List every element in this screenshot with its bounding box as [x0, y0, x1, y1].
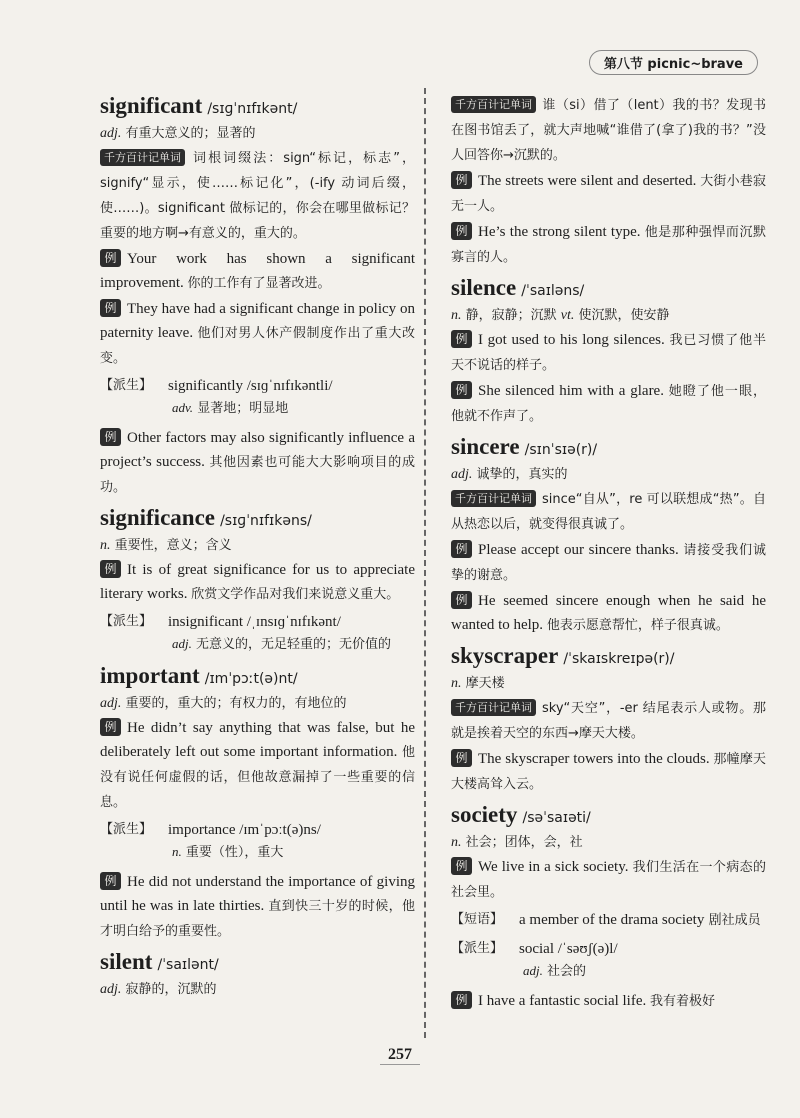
example: [100, 558, 415, 607]
headword: silent: [100, 949, 153, 974]
mnemonic-badge: 千方百计记单词: [451, 699, 536, 716]
mnemonic: [451, 487, 766, 537]
part-of-speech: n.: [451, 308, 462, 323]
mnemonic-badge: 千方百计记单词: [451, 96, 536, 113]
definition-text-2: 使沉默，使安静: [578, 308, 670, 323]
definition: [451, 305, 766, 327]
entry-significance: [100, 504, 415, 656]
derivation: [100, 375, 415, 420]
definition: [451, 673, 766, 695]
definition-text: 静，寂静；沉默: [465, 308, 557, 323]
example-en: She silenced him with a glare.: [478, 383, 669, 399]
derivation-word: social /ˈsəʊʃ(ə)l/: [519, 941, 618, 957]
part-of-speech: adj.: [100, 126, 122, 141]
example-badge: 例: [100, 249, 121, 267]
headword-line: [451, 642, 766, 673]
example-cn: 其他因素也可能大大影响项目的成功。: [100, 455, 415, 495]
example-cn: 他们对男人休产假制度作出了重大改变。: [100, 326, 415, 366]
example-badge: 例: [451, 540, 472, 558]
headword: society: [451, 802, 518, 827]
example-cn: 他表示愿意帮忙，样子很真诚。: [546, 618, 729, 633]
derivation: [451, 938, 766, 983]
example: [100, 426, 415, 500]
derivation-label: 【派生】: [100, 614, 153, 629]
example-en: I got used to his long silences.: [478, 332, 670, 348]
phonetic: /ˈsaɪləns/: [521, 283, 585, 299]
example-en: He didn’t say anything that was false, but he deliberately left out some important information.: [100, 720, 415, 760]
definition-text: 有重大意义的；显著的: [125, 126, 256, 141]
example: [451, 538, 766, 588]
example-en: Your work has shown a significant improvement.: [100, 251, 415, 291]
example: [100, 247, 415, 296]
column-divider: [424, 88, 426, 1038]
example-badge: 例: [451, 991, 472, 1009]
page-number: 257: [380, 1046, 420, 1065]
derivation-pos: n.: [172, 844, 182, 859]
example-cn: 你的工作有了显著改进。: [187, 276, 331, 291]
headword-line: [100, 504, 415, 535]
derivation: [100, 819, 415, 864]
entry-silent: [100, 948, 415, 1001]
example-badge: 例: [451, 591, 472, 609]
mnemonic-badge: 千方百计记单词: [451, 490, 536, 507]
example: [451, 328, 766, 378]
example-badge: 例: [451, 749, 472, 767]
entry-important: [100, 662, 415, 944]
example-badge: 例: [100, 560, 121, 578]
definition: [100, 693, 415, 715]
headword: important: [100, 663, 200, 688]
phonetic: /ˈskaɪskreɪpə(r)/: [563, 651, 675, 667]
phonetic: /sɪnˈsɪə(r)/: [524, 442, 598, 458]
example-badge: 例: [451, 857, 472, 875]
entry-silent-continued: [451, 93, 766, 270]
part-of-speech: adj.: [451, 467, 473, 482]
example: [451, 747, 766, 797]
derivation-def: 显著地；明显地: [197, 401, 289, 416]
entry-society: [451, 801, 766, 1014]
headword: silence: [451, 275, 517, 300]
mnemonic-badge: 千方百计记单词: [100, 149, 185, 166]
example-en: We live in a sick society.: [478, 859, 633, 875]
definition-text: 诚挚的，真实的: [476, 467, 568, 482]
derivation-def: 重要（性），重大: [185, 845, 284, 860]
mnemonic-text: since“自从”，re 可以联想成“热”。自从热恋以后，就变得很真诚了。: [451, 492, 766, 532]
derivation-word: importance /ɪmˈpɔːt(ə)ns/: [168, 822, 321, 838]
phonetic: /ˈsaɪlənt/: [157, 957, 219, 973]
example-badge: 例: [100, 872, 121, 890]
phrase-cn: 剧社成员: [708, 913, 761, 928]
headword-line: [451, 433, 766, 464]
entry-significant: [100, 92, 415, 500]
example-cn: 请接受我们诚挚的谢意。: [451, 543, 766, 583]
entry-skyscraper: [451, 642, 766, 797]
example-en: He’s the strong silent type.: [478, 224, 645, 240]
part-of-speech: n.: [451, 835, 462, 850]
derivation-pos: adv.: [172, 400, 194, 415]
definition: [100, 123, 415, 145]
example-en: The skyscraper towers into the clouds.: [478, 751, 714, 767]
example: [451, 989, 766, 1014]
left-column: [100, 88, 415, 1005]
phonetic: /sɪɡˈnɪfɪkənt/: [207, 101, 298, 117]
example-cn: 那幢摩天大楼高耸入云。: [451, 752, 766, 792]
mnemonic: [451, 93, 766, 168]
example-badge: 例: [100, 299, 121, 317]
phonetic: /sɪɡˈnɪfɪkəns/: [220, 513, 312, 529]
entry-silence: [451, 274, 766, 429]
phonetic: /ɪmˈpɔːt(ə)nt/: [204, 671, 298, 687]
headword-line: [100, 662, 415, 693]
definition: [100, 535, 415, 557]
headword-line: [451, 801, 766, 832]
example: [451, 220, 766, 270]
example-badge: 例: [100, 428, 121, 446]
section-tag: 第八节 picnic~brave: [589, 50, 758, 75]
example: [100, 870, 415, 944]
headword: significance: [100, 505, 215, 530]
example-badge: 例: [100, 718, 121, 736]
part-of-speech: n.: [100, 538, 111, 553]
headword-line: [451, 274, 766, 305]
example-en: He seemed sincere enough when he said he wanted to help.: [451, 593, 766, 633]
derivation-pos: adj.: [172, 636, 192, 651]
definition-text: 寂静的，沉默的: [125, 982, 217, 997]
definition-text: 重要的，重大的；有权力的，有地位的: [125, 696, 347, 711]
example: [451, 589, 766, 638]
definition-text: 摩天楼: [465, 676, 505, 691]
mnemonic: [100, 146, 415, 246]
headword: sincere: [451, 434, 520, 459]
definition: [451, 832, 766, 854]
phrase-label: 【短语】: [451, 912, 504, 927]
example-en: Other factors may also significantly influence a project’s success.: [100, 430, 415, 470]
part-of-speech: adj.: [100, 982, 122, 997]
example-cn: 大街小巷寂无一人。: [451, 174, 766, 214]
derivation-def: 社会的: [547, 964, 587, 979]
example-cn: 他是那种强悍而沉默寡言的人。: [451, 225, 766, 265]
mnemonic-text: 谁（si）借了（lent）我的书？发现书在图书馆丢了，就大声地喊“谁借了(拿了)我的书？”没人回答你→沉默的。: [451, 98, 766, 163]
phrase: [451, 909, 766, 932]
part-of-speech-2: vt.: [560, 308, 575, 323]
example-en: It is of great significance for us to appreciate literary works.: [100, 562, 415, 602]
derivation-pos: adj.: [523, 963, 543, 978]
headword: significant: [100, 93, 203, 118]
example-cn: 直到快三十岁的时候，他才明白给予的重要性。: [100, 899, 415, 939]
example-en: I have a fantastic social life.: [478, 993, 651, 1009]
example-cn: 我有着极好: [650, 994, 716, 1009]
example: [100, 716, 415, 815]
example-badge: 例: [451, 381, 472, 399]
derivation-word: insignificant /ˌɪnsɪɡˈnɪfɪkənt/: [168, 614, 341, 630]
example-cn: 欣赏文学作品对我们来说意义重大。: [191, 587, 400, 602]
example-cn: 她瞪了他一眼，他就不作声了。: [451, 384, 766, 424]
example: [451, 379, 766, 429]
part-of-speech: n.: [451, 676, 462, 691]
example-en: The streets were silent and deserted.: [478, 173, 701, 189]
example: [100, 297, 415, 371]
headword-line: [100, 948, 415, 979]
derivation-label: 【派生】: [100, 822, 153, 837]
definition: [100, 979, 415, 1001]
derivation-label: 【派生】: [100, 378, 153, 393]
headword: skyscraper: [451, 643, 559, 668]
example-badge: 例: [451, 330, 472, 348]
part-of-speech: adj.: [100, 696, 122, 711]
example-cn: 我们生活在一个病态的社会里。: [451, 860, 766, 900]
headword-line: [100, 92, 415, 123]
example-cn: 我已习惯了他半天不说话的样子。: [451, 333, 766, 373]
example-cn: 他没有说任何虚假的话，但他故意漏掉了一些重要的信息。: [100, 745, 415, 810]
mnemonic-text: 词根词缀法：sign“标记，标志”，signify“显示，使……标记化”，(-ify 动词后缀，使……)。significant 做标记的，你会在哪里做标记？重要的地方啊→有意义的，重大的。: [100, 151, 415, 241]
derivation-word: significantly /sɪɡˈnɪfɪkəntli/: [168, 378, 333, 394]
example-badge: 例: [451, 171, 472, 189]
phonetic: /səˈsaɪəti/: [522, 810, 591, 826]
mnemonic-text: sky“天空”，-er 结尾表示人或物。那就是挨着天空的东西→摩天大楼。: [451, 701, 766, 741]
derivation: [100, 611, 415, 656]
definition-text: 重要性，意义；含义: [114, 538, 232, 553]
definition-text: 社会；团体，会，社: [465, 835, 583, 850]
mnemonic: [451, 696, 766, 746]
example: [451, 169, 766, 219]
example-en: They have had a significant change in policy on paternity leave.: [100, 301, 415, 341]
entry-sincere: [451, 433, 766, 638]
example-en: He did not understand the importance of giving until he was in late thirties.: [100, 874, 415, 914]
definition: [451, 464, 766, 486]
derivation-def: 无意义的，无足轻重的；无价值的: [196, 637, 392, 652]
derivation-label: 【派生】: [451, 941, 504, 956]
example: [451, 855, 766, 905]
right-column: [451, 92, 766, 1018]
phrase-en: a member of the drama society: [519, 912, 705, 928]
example-en: Please accept our sincere thanks.: [478, 542, 684, 558]
example-badge: 例: [451, 222, 472, 240]
